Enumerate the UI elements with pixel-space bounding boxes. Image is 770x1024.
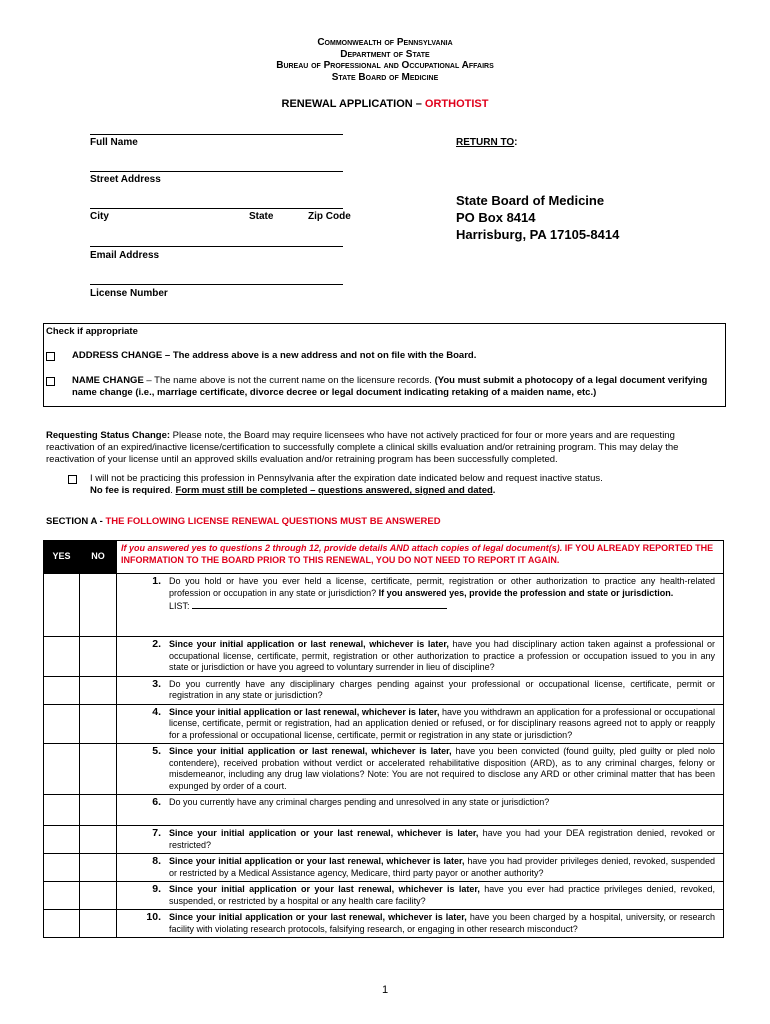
instruction-bold: IF YOU ALREADY REPORTED THE INFORMATION TO THE BOARD PRIOR TO THIS RENEWAL, YOU DO NOT NEED TO REPORT IT AGAIN. [121,543,714,565]
inactive-option: I will not be practicing this profession in Pennsylvania after the expiration date indicated below and request inactive status. [90,473,603,484]
question-bold: Since your initial application or last renewal, whichever is later, [169,706,440,717]
question-text [169,576,715,613]
full-name-line[interactable] [90,134,343,135]
header-line-4: State Board of Medicine [331,71,439,83]
no-header: NO [80,541,117,574]
no-cell-7[interactable] [80,826,117,854]
question-bold-after: If you answered yes, provide the profession and state or jurisdiction. [378,587,674,598]
inactive-status-checkbox[interactable] [68,475,77,484]
question-number: 10. [146,911,161,923]
license-number-line[interactable] [90,284,343,285]
question-body: have you been charged by a hospital, university, or research facility with violating research protocols, falsifying research, or engaging in other research misconduct? [169,912,715,934]
return-to-label [456,137,518,148]
no-cell-1[interactable] [80,574,117,637]
return-address-line-2: PO Box 8414 [456,210,536,225]
status-change-text: Please note, the Board may require licensees who have not actively practiced for four or more years and are requesting reactivation of an expired/inactive license/certification to successfully complete a clinical skills evaluation and/or retraining program. This may delay the reactivation of your license until an approved skills evaluation and/or retraining program has been successfully completed. [46,430,679,465]
question-row-4 [44,704,724,744]
email-label: Email Address [90,250,160,261]
section-a-heading [46,516,441,528]
table-header-row [44,541,724,574]
return-to-colon: : [514,137,518,148]
question-row-8 [44,854,724,882]
city-state-zip-line[interactable] [90,208,343,209]
question-row-5 [44,744,724,795]
question-row-7 [44,826,724,854]
name-change-desc: – The name above is not the current name on the licensure records. [143,375,435,386]
question-bold: Since your initial application or your last renewal, whichever is later, [169,856,465,866]
yes-cell-6[interactable] [44,795,80,826]
title-profession: ORTHOTIST [424,98,489,110]
question-body: have you had provider privileges denied, revoked, suspended or restricted by a Medical Assistance agency, Medicare, third party payor or another authority? [169,856,715,878]
instruction-cell [117,541,724,574]
question-number: 5. [152,745,161,757]
yes-cell-1[interactable] [44,574,80,637]
no-cell-4[interactable] [80,704,117,744]
inactive-status-text [90,473,720,497]
status-change-paragraph [46,430,724,466]
city-label: City [90,211,109,222]
list-line[interactable] [169,599,715,613]
header-line-3: Bureau of Professional and Occupational Affairs [276,60,494,71]
yes-cell-2[interactable] [44,637,80,677]
agency-header [0,37,770,83]
yes-cell-10[interactable] [44,910,80,938]
list-label: LIST: [169,601,190,611]
full-name-label: Full Name [90,137,138,148]
question-number: 2. [152,638,161,650]
question-bold: Since your initial application or last renewal, whichever is later, [169,639,449,649]
question-body: have you had your DEA registration denied, revoked or restricted? [169,828,715,850]
question-row-6 [44,795,724,826]
question-row-1 [44,574,724,637]
questions-table [43,540,724,938]
yes-cell-4[interactable] [44,704,80,744]
inactive-fee-note [90,485,720,497]
question-row-9 [44,882,724,910]
name-change-checkbox[interactable] [46,377,55,386]
no-cell-3[interactable] [80,676,117,704]
no-fee-text: No fee is required [90,485,171,496]
question-text [169,884,715,907]
address-change-text: ADDRESS CHANGE – The address above is a new address and not on file with the Board. [72,350,477,361]
check-heading: Check if appropriate [46,326,138,337]
page-number: 1 [381,984,389,996]
yes-cell-7[interactable] [44,826,80,854]
question-number: 4. [152,705,161,718]
question-text [169,828,715,851]
question-bold: Since your initial application or your last renewal, whichever is later, [169,828,479,838]
question-body: have you withdrawn an application for a professional or occupational license, certificate, permit or registration, had an application denied or refused, or for disciplinary reasons agreed not to apply or reapply for a professional or occupational license, certificate, permit or registration in any state or jurisdiction? [169,706,716,740]
question-bold: Since your initial application or your last renewal, whichever is later, [169,884,480,894]
form-title [0,98,770,110]
instruction-italic: If you answered yes to questions 2 through 12, provide details AND attach copies of legal document(s). [121,543,563,553]
no-cell-9[interactable] [80,882,117,910]
street-address-line[interactable] [90,171,343,172]
yes-cell-9[interactable] [44,882,80,910]
question-body: have you had disciplinary action taken against a professional or occupational license, certificate, permit, registration or other authorization to practice a profession or occupation issued to you in any state or jurisdiction or have you agreed to voluntary surrender in lieu of discipline? [169,639,715,672]
question-bold: Since your initial application or your last renewal, whichever is later, [169,912,467,922]
question-text: Do you currently have any disciplinary charges pending against your professional or occupational license, certificate, permit or registration in any state or jurisdiction? [169,678,715,700]
question-number: 6. [152,796,161,808]
yes-cell-5[interactable] [44,744,80,795]
zip-label: Zip Code [308,211,351,222]
no-cell-5[interactable] [80,744,117,795]
no-cell-2[interactable] [80,637,117,677]
yes-cell-8[interactable] [44,854,80,882]
question-text [169,912,715,935]
question-body: have you ever had practice privileges denied, revoked, suspended, or restricted by a hospital or any health care facility? [169,884,715,906]
street-address-label: Street Address [90,174,161,185]
question-number: 3. [152,677,161,690]
email-line[interactable] [90,246,343,247]
return-address-line-3: Harrisburg, PA 17105-8414 [456,227,620,242]
license-number-label: License Number [90,288,168,299]
state-label: State [249,211,274,222]
question-text [169,639,715,674]
status-change-label: Requesting Status Change: [46,430,171,441]
question-number: 9. [152,883,161,895]
title-prefix: RENEWAL APPLICATION – [281,98,425,110]
question-body: Do you hold or have you ever held a license, certificate, permit, registration or other authorization to practice any health-related profession or occupation in any state or jurisdiction? [169,576,715,598]
question-row-3 [44,676,724,704]
no-cell-8[interactable] [80,854,117,882]
question-text [169,746,715,792]
question-row-2 [44,637,724,677]
address-change-checkbox[interactable] [46,352,55,361]
return-address-line-1: State Board of Medicine [456,193,605,208]
question-number: 1. [152,575,161,587]
question-row-10 [44,910,724,938]
form-note: Form must still be completed – questions answered, signed and dated [175,485,493,496]
return-to-text: RETURN TO [456,137,515,148]
name-change-text [72,375,718,399]
header-line-2: Department of State [340,48,430,60]
no-fee-period: . [170,485,176,496]
name-change-bold: NAME CHANGE [72,375,144,386]
yes-header: YES [44,541,80,574]
name-change-note: (You must submit a photocopy of a legal document verifying name change (i.e., marriage certificate, divorce decree or legal document indicating retaking of a maiden name, etc.) [72,375,708,398]
yes-cell-3[interactable] [44,676,80,704]
question-text [169,856,715,879]
section-a-title: THE FOLLOWING LICENSE RENEWAL QUESTIONS MUST BE ANSWERED [105,516,441,527]
no-cell-6[interactable] [80,795,117,826]
question-body: have you been convicted (found guilty, pled guilty or pled nolo contendere), received probation without verdict or accelerated rehabilitative disposition (ARD), as to any criminal charges, felony or misdemeanor, including any drug law violations? Note: You are not required to disclose any ARD or other criminal matter that has been expunged by order of a court. [169,746,716,791]
question-number: 8. [152,855,161,867]
return-address [456,192,619,243]
question-text [169,707,715,742]
question-text: Do you currently have any criminal charges pending and unresolved in any state or jurisdiction? [169,797,550,807]
question-bold: Since your initial application or last renewal, whichever is later, [169,746,452,756]
no-cell-10[interactable] [80,910,117,938]
section-a-prefix: SECTION A - [46,516,106,527]
form-note-end: . [492,485,496,496]
header-line-1: Commonwealth of Pennsylvania [317,37,453,48]
question-number: 7. [152,827,161,839]
